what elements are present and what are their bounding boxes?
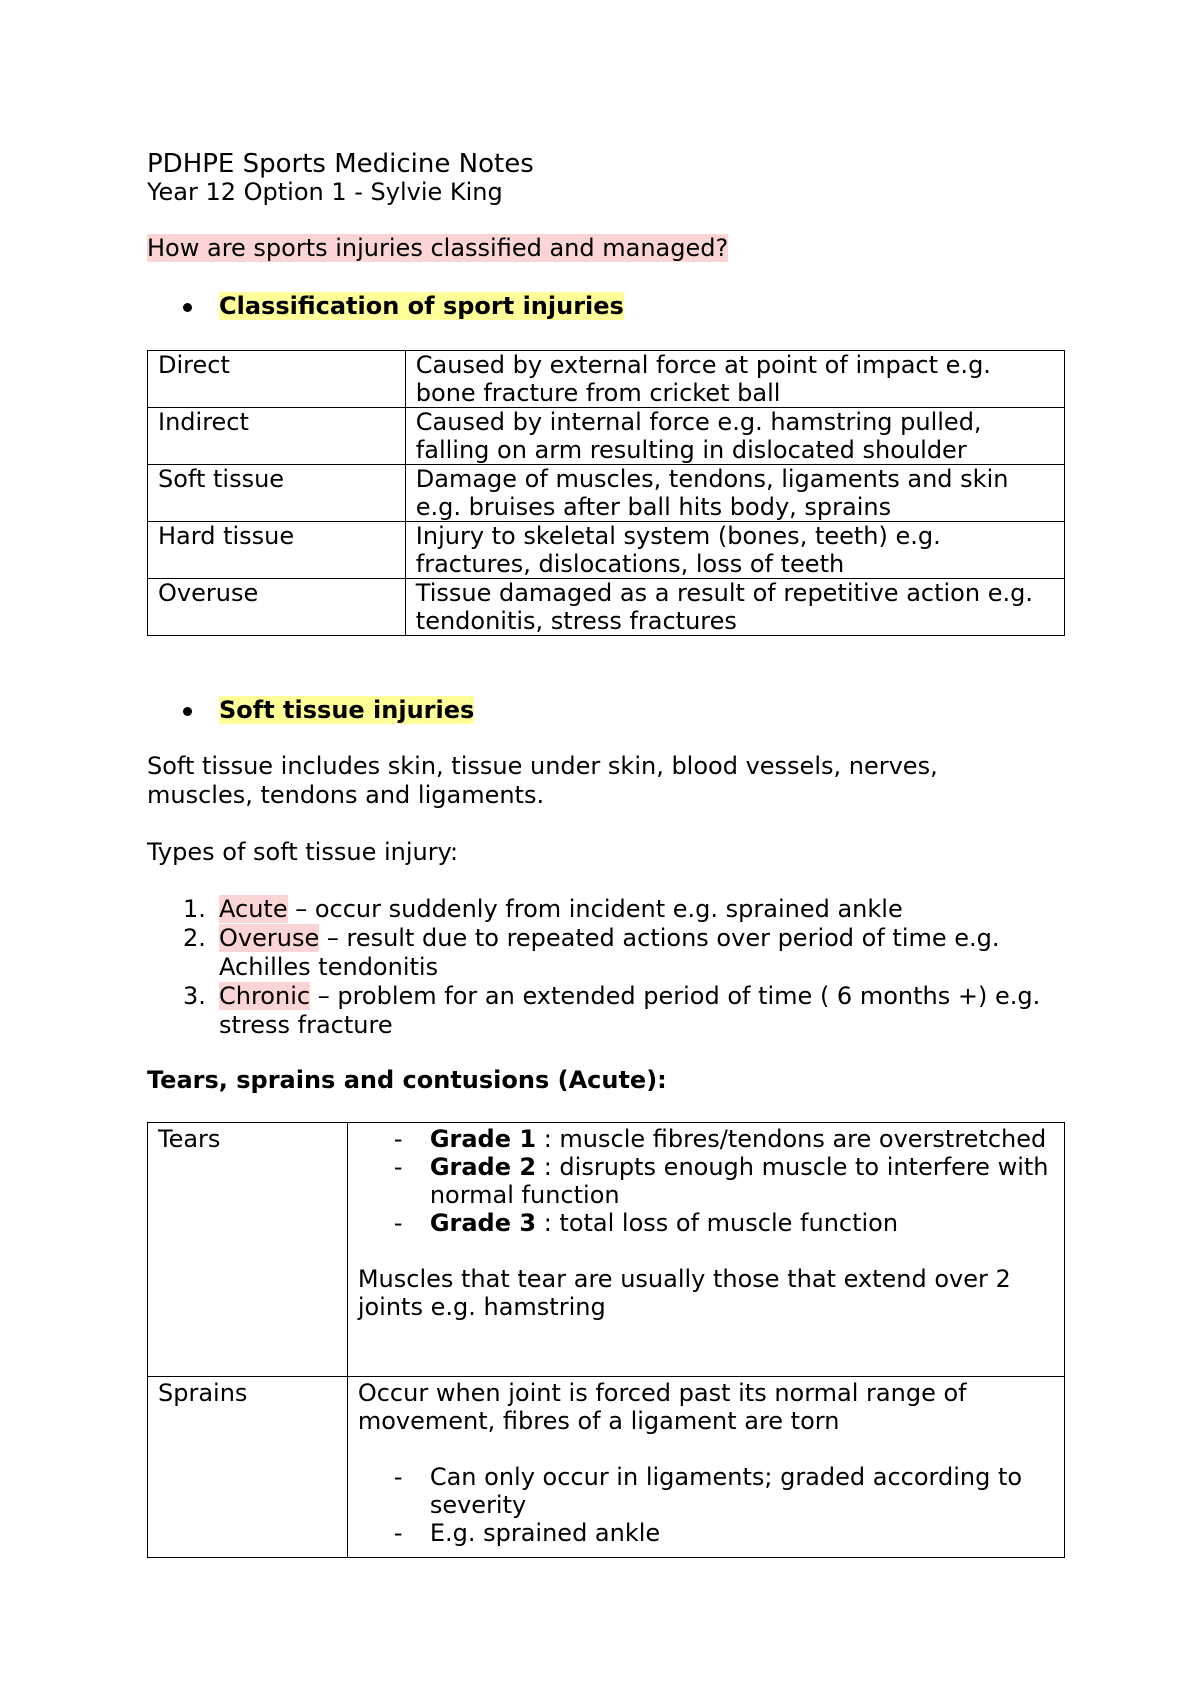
- section-heading-soft-tissue: [219, 696, 474, 725]
- section-heading-classification: [219, 292, 624, 321]
- grade-text: : muscle fibres/tendons are overstretched: [536, 1125, 1047, 1153]
- types-list: [183, 895, 1063, 1040]
- table-cell-desc: Injury to skeletal system (bones, teeth) e.g. fractures, dislocations, loss of teeth: [405, 522, 1064, 579]
- list-item: [183, 982, 1063, 1040]
- table-cell-desc: Damage of muscles, tendons, ligaments and skin e.g. bruises after ball hits body, sprains: [405, 465, 1064, 522]
- type-text: – problem for an extended period of time ( 6 months +) e.g. stress fracture: [219, 982, 1041, 1039]
- table-row: [148, 465, 1065, 522]
- tears-note: Muscles that tear are usually those that extend over 2 joints e.g. hamstring: [357, 1265, 1011, 1321]
- question-text: How are sports injuries classified and managed?: [147, 234, 729, 262]
- list-item: [358, 1463, 1054, 1519]
- table-cell-term: Indirect: [148, 408, 406, 465]
- classification-table: [147, 350, 1065, 636]
- table-cell-term: Direct: [148, 351, 406, 408]
- list-item: [358, 1125, 1054, 1153]
- type-text: – occur suddenly from incident e.g. sprained ankle: [287, 895, 903, 923]
- sprains-cell: [347, 1377, 1064, 1558]
- list-number: 2.: [183, 924, 206, 952]
- list-item: [358, 1519, 1054, 1547]
- type-name: Chronic: [219, 982, 311, 1010]
- table-row: [148, 522, 1065, 579]
- acute-injuries-table: [147, 1122, 1065, 1558]
- grade-text: : total loss of muscle function: [536, 1209, 899, 1237]
- sprains-text: Occur when joint is forced past its normal range of movement, fibres of a ligament are torn: [357, 1379, 967, 1435]
- table-row: [148, 408, 1065, 465]
- bullet-icon: [183, 303, 192, 312]
- document-title: PDHPE Sports Medicine Notes: [147, 149, 534, 179]
- table-row: [148, 579, 1065, 636]
- grade-label: Grade 2: [429, 1153, 537, 1181]
- table-cell-term: Sprains: [148, 1377, 348, 1558]
- tears-cell: [347, 1123, 1064, 1377]
- list-item: [183, 895, 1063, 924]
- list-item: [358, 1209, 1054, 1237]
- table-cell-desc: Caused by internal force e.g. hamstring pulled, falling on arm resulting in dislocated shoulder: [405, 408, 1064, 465]
- list-number: 3.: [183, 982, 206, 1010]
- table-row: [148, 351, 1065, 408]
- types-label: Types of soft tissue injury:: [147, 838, 459, 866]
- table-cell-term: Overuse: [148, 579, 406, 636]
- point-text: Can only occur in ligaments; graded according to severity: [429, 1463, 1023, 1519]
- grade-label: Grade 1: [429, 1125, 537, 1153]
- table-cell-term: Hard tissue: [148, 522, 406, 579]
- grades-list: [358, 1125, 1054, 1237]
- dash-marker: -: [393, 1153, 403, 1181]
- dash-marker: -: [393, 1463, 403, 1491]
- type-name: Overuse: [219, 924, 320, 952]
- sprains-list: [358, 1463, 1054, 1547]
- document-subtitle: Year 12 Option 1 - Sylvie King: [147, 178, 503, 206]
- table-row: [148, 1123, 1065, 1377]
- tears-heading: Tears, sprains and contusions (Acute):: [147, 1066, 667, 1094]
- dash-marker: -: [393, 1519, 403, 1547]
- table-cell-desc: Caused by external force at point of impact e.g. bone fracture from cricket ball: [405, 351, 1064, 408]
- dash-marker: -: [393, 1209, 403, 1237]
- table-cell-term: Soft tissue: [148, 465, 406, 522]
- heading-text: Classification of sport injuries: [219, 292, 624, 320]
- type-name: Acute: [219, 895, 288, 923]
- table-cell-term: Tears: [148, 1123, 348, 1377]
- point-text: E.g. sprained ankle: [429, 1519, 661, 1547]
- list-number: 1.: [183, 895, 206, 923]
- heading-text: Soft tissue injuries: [219, 696, 475, 724]
- grade-label: Grade 3: [429, 1209, 537, 1237]
- list-item: [358, 1153, 1054, 1209]
- list-item: [183, 924, 1063, 982]
- bullet-icon: [183, 707, 192, 716]
- table-row: [148, 1377, 1065, 1558]
- soft-tissue-intro: Soft tissue includes skin, tissue under skin, blood vessels, nerves, muscles, tendons and ligaments.: [147, 752, 938, 809]
- section-question: [147, 234, 728, 263]
- table-cell-desc: Tissue damaged as a result of repetitive action e.g. tendonitis, stress fractures: [405, 579, 1064, 636]
- dash-marker: -: [393, 1125, 403, 1153]
- grade-text: : disrupts enough muscle to interfere with normal function: [429, 1153, 1049, 1209]
- type-text: – result due to repeated actions over period of time e.g. Achilles tendonitis: [219, 924, 1000, 981]
